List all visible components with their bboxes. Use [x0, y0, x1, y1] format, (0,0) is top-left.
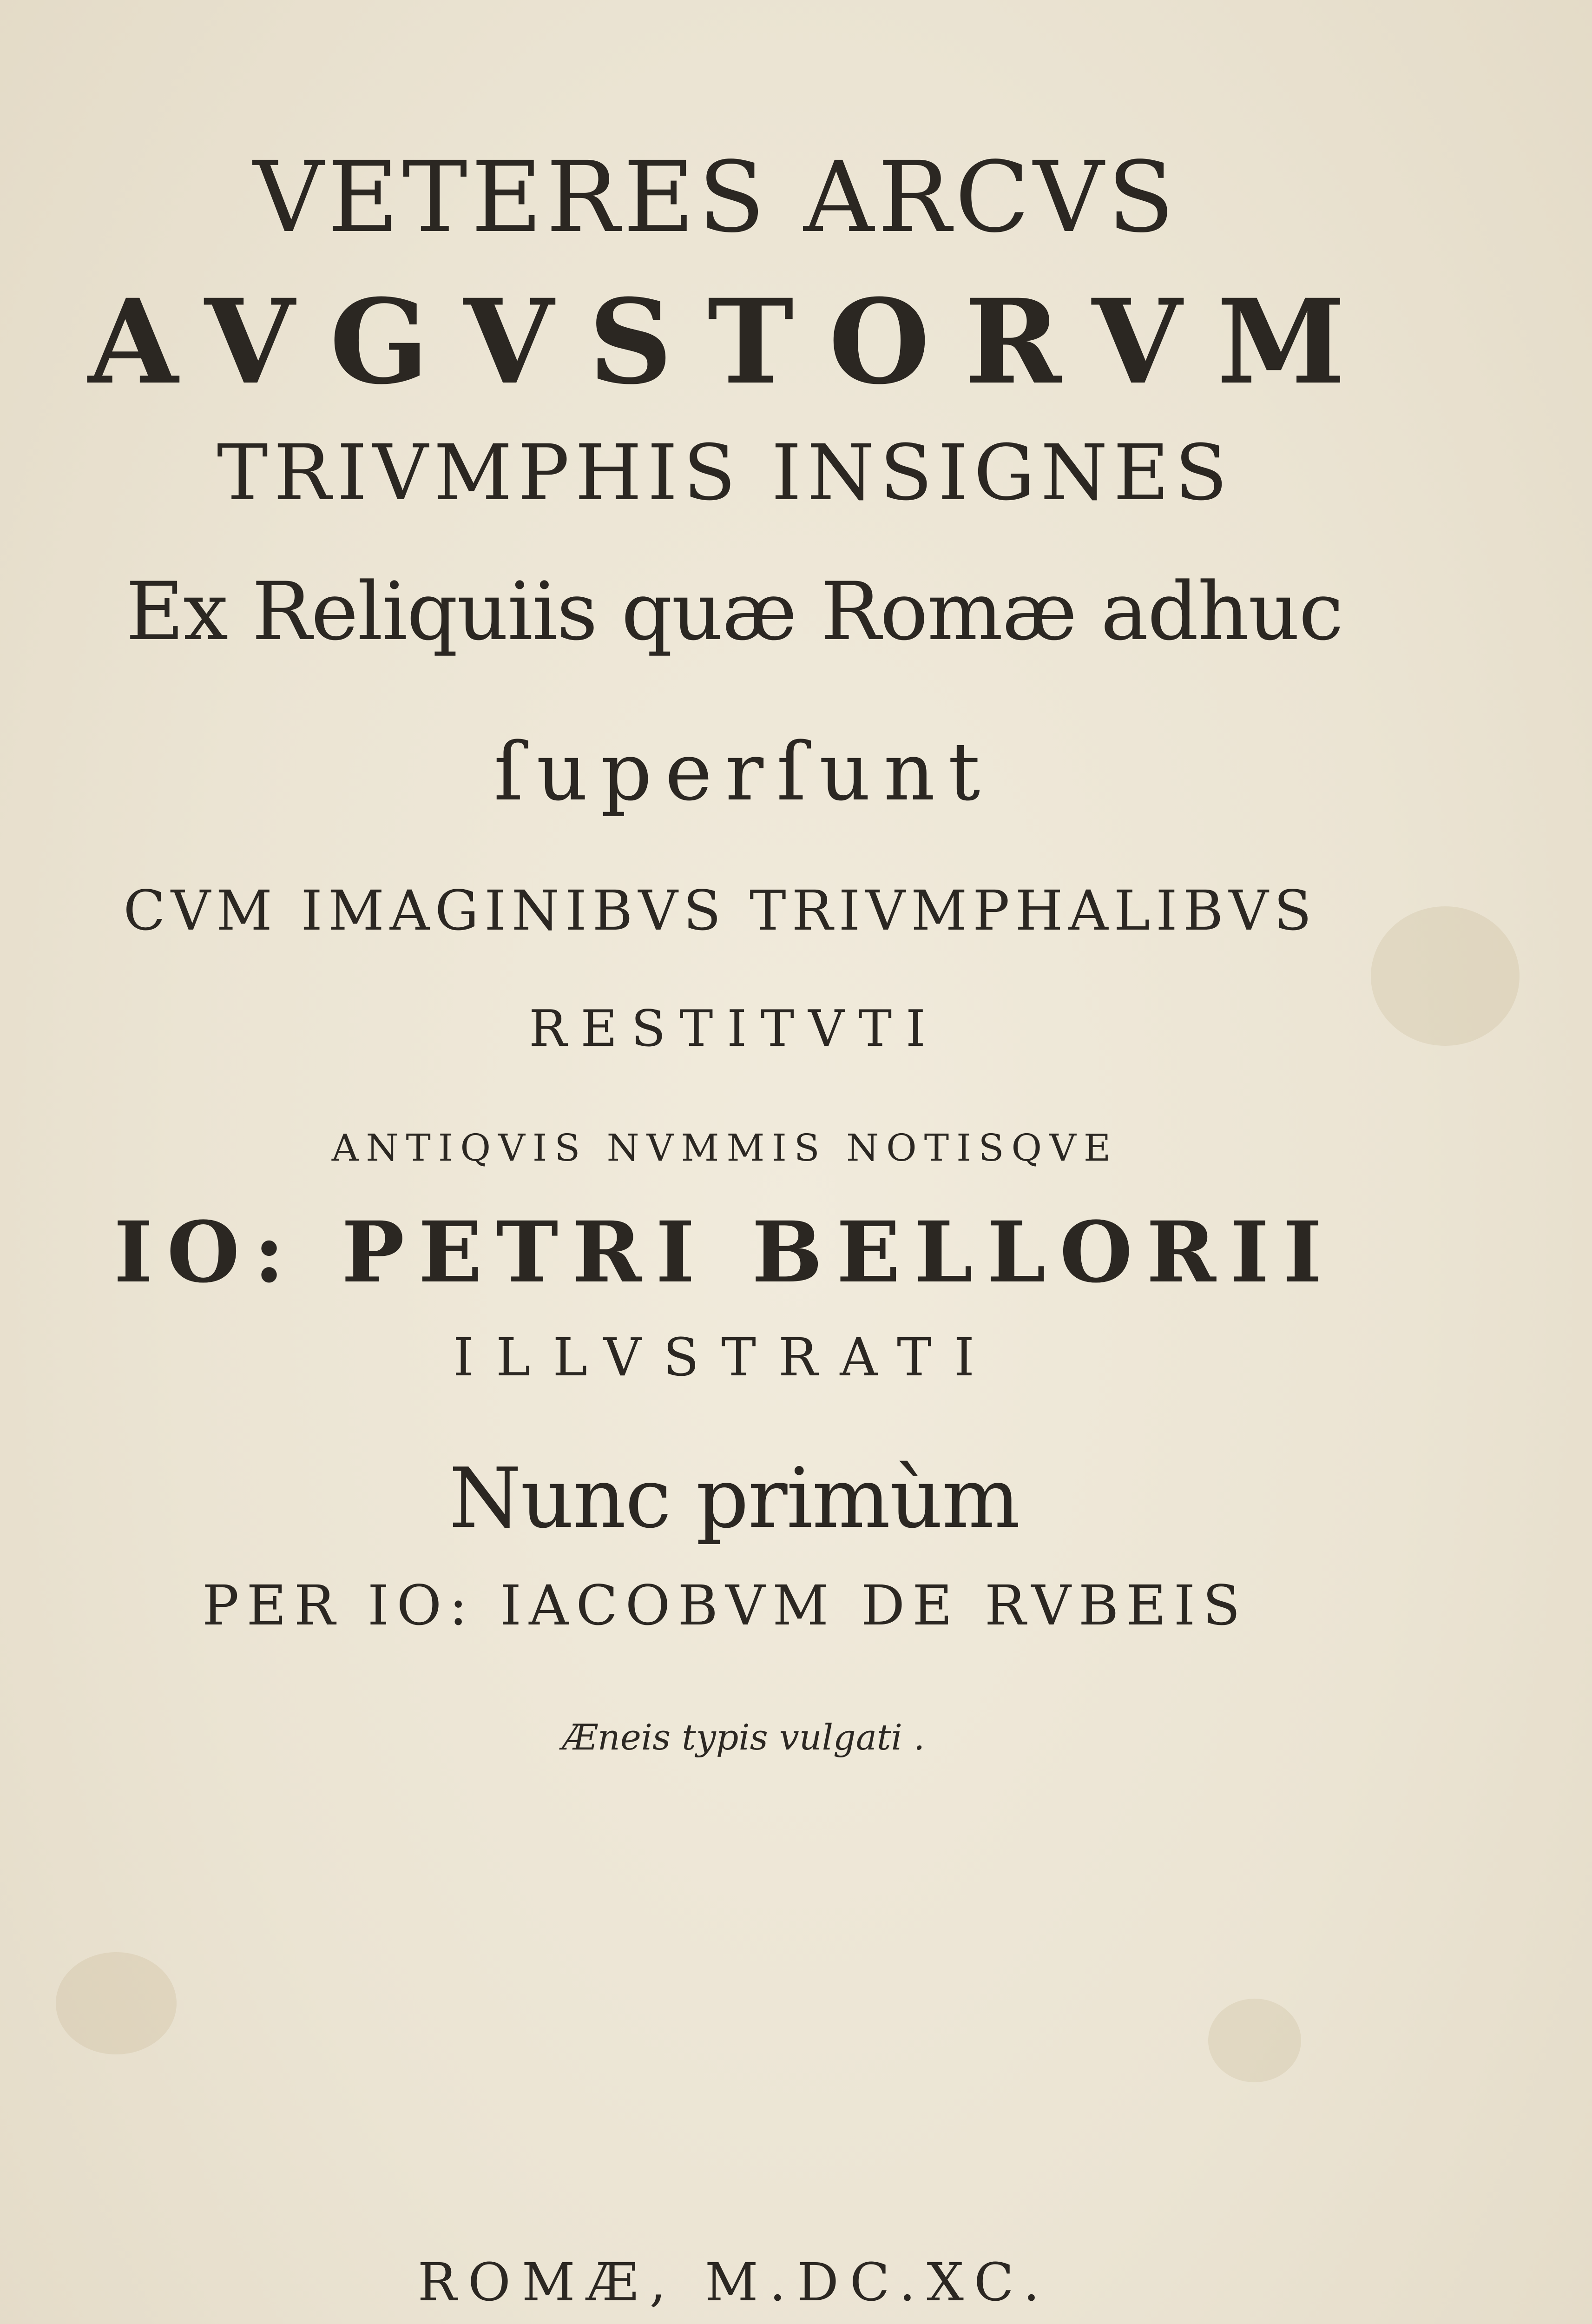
- paper-stain: [56, 1952, 177, 2054]
- title-line-2: AVGVSTORVM: [88, 273, 1381, 410]
- title-line-5: ſuperſunt: [493, 725, 993, 819]
- author-line: IO: PETRI BELLORII: [113, 1203, 1336, 1301]
- title-line-11: Nunc primùm: [449, 1450, 1020, 1546]
- title-line-13: Æneis typis vulgati .: [562, 1717, 925, 1758]
- engraver-line: PER IO: IACOBVM DE RVBEIS: [202, 1573, 1248, 1637]
- imprint-place-date: ROMÆ, M.DC.XC.: [417, 2252, 1051, 2313]
- title-line-6: CVM IMAGINIBVS TRIVMPHALIBVS: [123, 878, 1317, 943]
- title-line-8: ANTIQVIS NVMMIS NOTISQVE: [331, 1126, 1118, 1169]
- title-line-7: RESTITVTI: [529, 1000, 940, 1058]
- paper-stain: [1208, 1999, 1301, 2082]
- title-line-10: ILLVSTRATI: [453, 1327, 997, 1388]
- title-line-4: Ex Reliquiis quæ Romæ adhuc: [125, 565, 1343, 658]
- title-line-3: TRIVMPHIS INSIGNES: [217, 428, 1233, 517]
- title-line-1: VETERES ARCVS: [253, 140, 1178, 254]
